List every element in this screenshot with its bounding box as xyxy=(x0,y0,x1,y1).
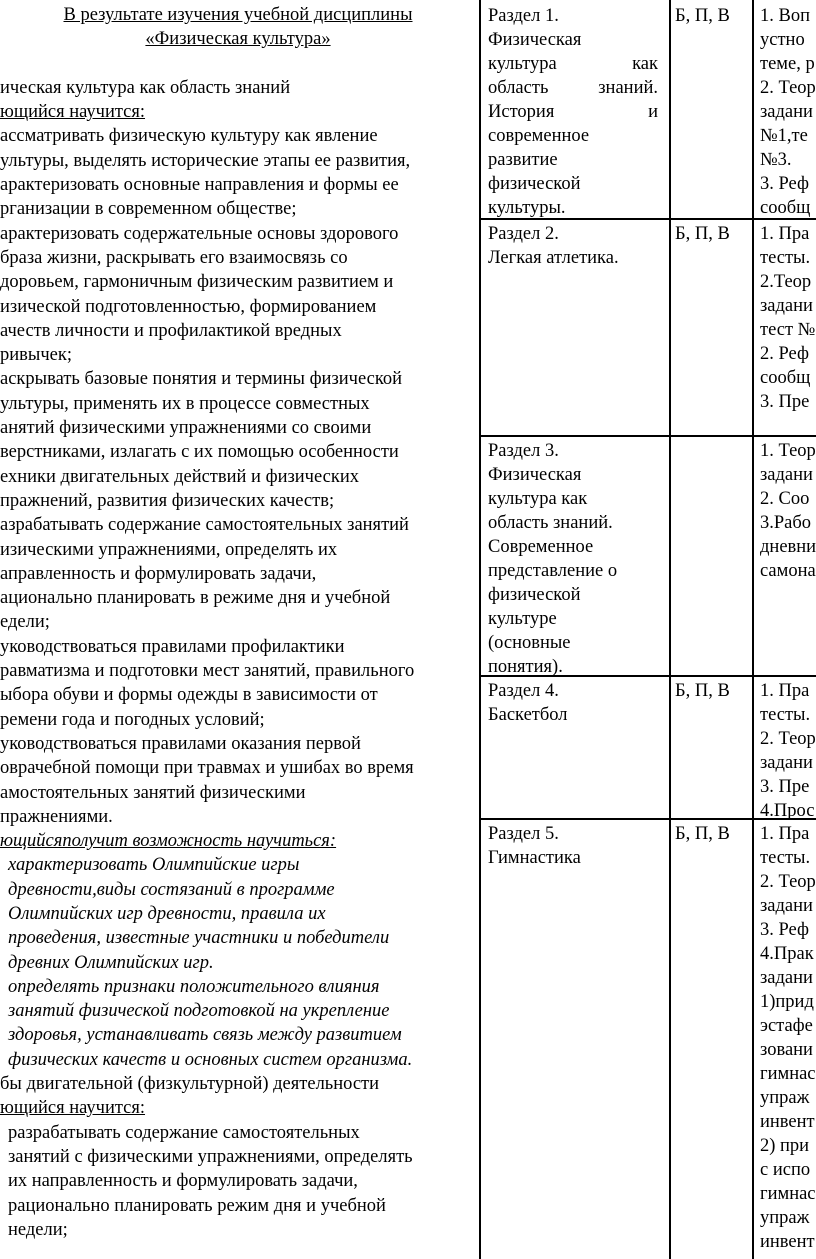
section-name-line: Раздел 2. xyxy=(488,224,559,244)
section-task-line: 4.Прак xyxy=(760,944,814,964)
section-forms-cell: Б, П, В xyxy=(675,224,730,244)
outcome-text: изическими упражнениями, определять их xyxy=(0,539,338,560)
outcome-text-line xyxy=(0,1096,476,1120)
outcome-text-line xyxy=(0,173,476,197)
section-name-line: культура как xyxy=(488,54,658,74)
section-task-line: задани xyxy=(760,968,813,988)
outcome-text-line xyxy=(0,3,476,27)
outcome-text-line xyxy=(0,343,476,367)
section-name-line: Раздел 4. xyxy=(488,681,559,701)
section-name-cell xyxy=(488,439,664,679)
outcome-text: здоровья, устанавливать связь между развитием xyxy=(8,1025,402,1046)
section-name-line: культуры. xyxy=(488,198,566,218)
section-task-line: 1. Пра xyxy=(760,224,810,244)
outcome-text: их направленность и формулировать задачи, xyxy=(8,1171,358,1192)
outcome-text: проведения, известные участники и победители xyxy=(8,928,390,949)
section-task-line: тесты. xyxy=(760,248,811,268)
section-name-line: (основные xyxy=(488,633,571,653)
outcome-text: ющийся научится: xyxy=(0,1098,146,1119)
outcome-text-line xyxy=(0,392,476,416)
outcome-text: Олимпийских игр древности, правила их xyxy=(8,903,326,924)
section-task-line: 1. Теор xyxy=(760,441,816,461)
outcome-text-line xyxy=(0,805,476,829)
section-name-line: Физическая xyxy=(488,30,582,50)
outcome-text-line xyxy=(0,367,476,391)
section-name-line: Гимнастика xyxy=(488,848,581,868)
outcome-text: уководствоваться правилами профилактики xyxy=(0,636,345,657)
section-task-line: 2. Реф xyxy=(760,344,809,364)
section-task-line: тесты. xyxy=(760,848,811,868)
section-task-line: 2. Теор xyxy=(760,872,816,892)
section-task-line: инвент xyxy=(760,1112,815,1132)
section-task-line: сообщ xyxy=(760,198,811,218)
section-name-cell xyxy=(488,679,664,727)
section-name-line: Раздел 1. xyxy=(488,6,559,26)
section-task-line: задани xyxy=(760,896,813,916)
outcome-text: недели; xyxy=(8,1219,68,1240)
outcome-text-line xyxy=(0,781,476,805)
section-task-line: тест № xyxy=(760,320,816,340)
outcome-text: ыбора обуви и формы одежды в зависимости от xyxy=(0,685,378,706)
outcome-text-line xyxy=(0,1169,476,1193)
section-task-line: 1)прид xyxy=(760,992,814,1012)
section-task-line: 3. Реф xyxy=(760,920,809,940)
section-task-line: инвент xyxy=(760,1232,815,1252)
section-name-line: История и xyxy=(488,102,658,122)
section-name-cell xyxy=(488,4,664,220)
section-task-line: гимнас xyxy=(760,1184,816,1204)
section-name-line: культуре xyxy=(488,609,557,629)
outcome-text-line xyxy=(0,853,476,877)
outcome-text: амостоятельных занятий физическими xyxy=(0,782,306,803)
section-forms-cell: Б, П, В xyxy=(675,681,730,701)
outcome-text-line xyxy=(0,975,476,999)
section-task-line: самона xyxy=(760,561,816,581)
outcome-text: древности,виды состязаний в программе xyxy=(8,879,335,900)
outcome-text: разрабатывать содержание самостоятельных xyxy=(8,1122,360,1143)
outcome-text-line xyxy=(0,440,476,464)
outcome-text-line xyxy=(0,562,476,586)
outcome-text-line xyxy=(0,586,476,610)
section-name-line: представление о xyxy=(488,561,618,581)
section-tasks-cell xyxy=(760,822,816,1254)
section-tasks-cell xyxy=(760,4,816,220)
table-column-border xyxy=(752,0,754,1259)
section-task-line: тесты. xyxy=(760,705,811,725)
section-name-line: культура как xyxy=(488,489,588,509)
section-name-line: область знаний. xyxy=(488,78,658,98)
outcome-text-line xyxy=(0,149,476,173)
outcome-text: верстниками, излагать с их помощью особенности xyxy=(0,442,399,463)
outcome-text: ремени года и погодных условий; xyxy=(0,709,265,730)
section-task-line: задани xyxy=(760,753,813,773)
outcome-text: ационально планировать в режиме дня и учебной xyxy=(0,588,391,609)
outcome-text: ющийся научится: xyxy=(0,102,146,123)
outcome-text-line xyxy=(0,270,476,294)
section-name-line: физической xyxy=(488,585,581,605)
outcome-text: древних Олимпийских игр. xyxy=(8,952,214,973)
outcome-text-line xyxy=(0,52,476,76)
outcome-text-line xyxy=(0,878,476,902)
outcome-text-line xyxy=(0,902,476,926)
section-task-line: №3. xyxy=(760,150,792,170)
section-task-line: сообщ xyxy=(760,368,811,388)
section-task-line: 1. Пра xyxy=(760,824,810,844)
outcome-text: ехники двигательных действий и физических xyxy=(0,466,359,487)
outcome-text: азрабатывать содержание самостоятельных занятий xyxy=(0,515,409,536)
outcome-text-line xyxy=(0,100,476,124)
section-task-line: задани xyxy=(760,102,813,122)
section-task-line: 2. Теор xyxy=(760,729,816,749)
section-name-line: понятия). xyxy=(488,657,563,677)
section-task-line: 3.Рабо xyxy=(760,513,812,533)
table-column-border xyxy=(669,0,671,1259)
table-column-border xyxy=(479,0,481,1259)
outcome-text-line xyxy=(0,708,476,732)
outcome-text: уководствоваться правилами оказания первой xyxy=(0,733,361,754)
outcome-text-line xyxy=(0,999,476,1023)
section-task-line: 2.Теор xyxy=(760,272,812,292)
section-name-line: Легкая атлетика. xyxy=(488,248,619,268)
outcome-text: бы двигательной (физкультурной) деятельности xyxy=(0,1074,380,1095)
outcome-text-line xyxy=(0,1218,476,1242)
section-task-line: 2. Теор xyxy=(760,78,816,98)
outcome-text-line xyxy=(0,829,476,853)
section-task-line: №1,те xyxy=(760,126,808,146)
outcome-text-line xyxy=(0,246,476,270)
section-name-line: Раздел 5. xyxy=(488,824,559,844)
section-task-line: 1. Пра xyxy=(760,681,810,701)
outcome-text-line xyxy=(0,295,476,319)
outcome-text-line xyxy=(0,416,476,440)
section-task-line: эстафе xyxy=(760,1016,813,1036)
outcome-text-line xyxy=(0,124,476,148)
outcome-text-line xyxy=(0,1023,476,1047)
outcome-text: аскрывать базовые понятия и термины физической xyxy=(0,369,403,390)
outcome-text-line xyxy=(0,659,476,683)
section-task-line: 3. Реф xyxy=(760,174,809,194)
outcome-text: браза жизни, раскрывать его взаимосвязь со xyxy=(0,247,348,268)
section-task-line: 2. Соо xyxy=(760,489,810,509)
learning-outcomes-column xyxy=(0,3,476,1242)
outcome-text: доровьем, гармоничным физическим развитием и xyxy=(0,272,394,293)
outcome-text: едели; xyxy=(0,612,50,633)
outcome-text: ультуры, применять их в процессе совместных xyxy=(0,393,370,414)
section-task-line: устно xyxy=(760,30,805,50)
section-forms-cell: Б, П, В xyxy=(675,824,730,844)
outcome-text-line xyxy=(0,951,476,975)
outcome-text-line xyxy=(0,76,476,100)
outcome-text: пражнений, развития физических качеств; xyxy=(0,490,335,511)
outcome-text: ультуры, выделять исторические этапы ее развития, xyxy=(0,150,411,171)
outcome-text: ющийсяполучит возможность научиться: xyxy=(0,831,337,852)
outcome-text-line xyxy=(0,1121,476,1145)
outcome-text: ассматривать физическую культуру как явление xyxy=(0,126,378,147)
section-task-line: 4.Прос xyxy=(760,801,815,821)
outcome-text-line xyxy=(0,513,476,537)
section-name-cell xyxy=(488,222,664,270)
outcome-text-line xyxy=(0,465,476,489)
section-forms-cell: Б, П, В xyxy=(675,6,730,26)
section-task-line: упраж xyxy=(760,1088,810,1108)
section-tasks-cell xyxy=(760,679,816,823)
outcome-text-line xyxy=(0,926,476,950)
outcome-text-line xyxy=(0,756,476,780)
section-task-line: упраж xyxy=(760,1208,810,1228)
section-tasks-cell xyxy=(760,439,816,583)
outcome-text: ачеств личности и профилактикой вредных xyxy=(0,320,342,341)
outcome-text: ическая культура как область знаний xyxy=(0,77,291,98)
outcome-text-line xyxy=(0,319,476,343)
table-row-border xyxy=(479,435,816,437)
section-name-line: Современное xyxy=(488,537,594,557)
outcome-text-line xyxy=(0,1145,476,1169)
outcome-text: характеризовать Олимпийские игры xyxy=(8,855,300,876)
section-task-line: гимнас xyxy=(760,1064,816,1084)
outcome-text-line xyxy=(0,635,476,659)
outcome-text: оврачебной помощи при травмах и ушибах во время xyxy=(0,758,414,779)
outcome-text: физических качеств и основных систем организма. xyxy=(8,1049,413,1070)
outcome-text: ривычек; xyxy=(0,345,72,366)
outcome-text-line xyxy=(0,610,476,634)
section-task-line: зовани xyxy=(760,1040,813,1060)
section-name-line: Раздел 3. xyxy=(488,441,559,461)
outcome-text: арактеризовать основные направления и формы ее xyxy=(0,175,399,196)
outcome-text-line xyxy=(0,489,476,513)
outcome-text-line xyxy=(0,1194,476,1218)
section-name-cell xyxy=(488,822,664,870)
section-task-line: задани xyxy=(760,465,813,485)
outcome-text: занятий физической подготовкой на укрепление xyxy=(8,1001,390,1022)
outcome-text-line xyxy=(0,538,476,562)
outcome-text-line xyxy=(0,683,476,707)
outcome-text: рганизации в современном обществе; xyxy=(0,199,297,220)
outcome-text: равматизма и подготовки мест занятий, правильного xyxy=(0,661,415,682)
outcome-text: определять признаки положительного влияния xyxy=(8,976,380,997)
section-name-line: современное xyxy=(488,126,590,146)
section-name-line: Баскетбол xyxy=(488,705,568,725)
table-top-edge xyxy=(479,0,816,2)
section-task-line: 2) при xyxy=(760,1136,810,1156)
outcome-text-line xyxy=(0,27,476,51)
outcome-text-line xyxy=(0,197,476,221)
outcome-text: арактеризовать содержательные основы здорового xyxy=(0,223,399,244)
section-name-line: Физическая xyxy=(488,465,582,485)
outcome-text: В результате изучения учебной дисциплины xyxy=(63,5,413,25)
section-task-line: 3. Пре xyxy=(760,777,810,797)
section-task-line: теме, р xyxy=(760,54,815,74)
outcome-text-line xyxy=(0,222,476,246)
outcome-text: занятий с физическими упражнениями, определять xyxy=(8,1146,413,1167)
section-task-line: 3. Пре xyxy=(760,392,810,412)
outcome-text: рационально планировать режим дня и учебной xyxy=(8,1195,386,1216)
section-name-line: область знаний. xyxy=(488,513,613,533)
outcome-text: аправленность и формулировать задачи, xyxy=(0,563,317,584)
outcome-text: анятий физическими упражнениями со своими xyxy=(0,418,372,439)
outcome-text-line xyxy=(0,1048,476,1072)
section-task-line: задани xyxy=(760,296,813,316)
outcome-text-line xyxy=(0,732,476,756)
section-name-line: развитие xyxy=(488,150,558,170)
section-name-line: физической xyxy=(488,174,581,194)
outcome-text-line xyxy=(0,1072,476,1096)
outcome-text: пражнениями. xyxy=(0,806,113,827)
section-tasks-cell xyxy=(760,222,816,414)
section-task-line: с испо xyxy=(760,1160,811,1180)
outcome-text: изической подготовленностью, формированием xyxy=(0,296,377,317)
section-task-line: дневни xyxy=(760,537,816,557)
section-task-line: 1. Воп xyxy=(760,6,810,26)
outcome-text: «Физическая культура» xyxy=(145,29,331,50)
